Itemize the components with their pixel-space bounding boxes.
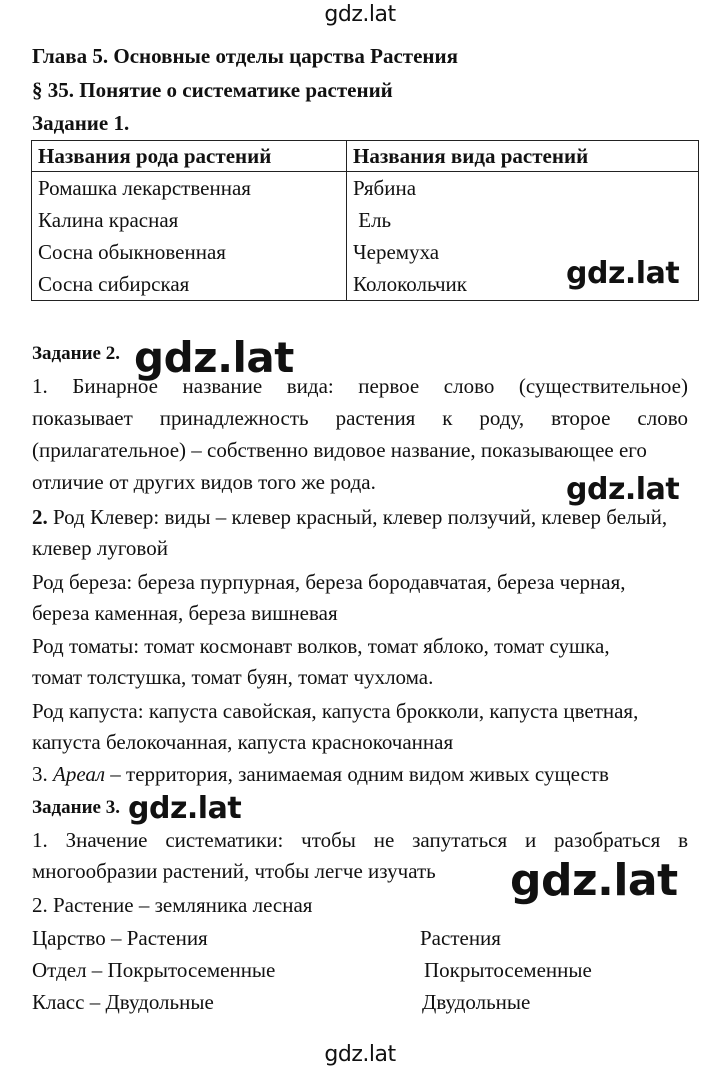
task2-p1-line: (прилагательное) – собственно видовое название, показывающее его [32,438,647,462]
birch-line: береза каменная, береза вишневая [32,601,338,625]
task1-heading: Задание 1. [32,111,130,135]
tomato-line: томат толстушка, томат буян, томат чухлома. [32,665,434,689]
chapter-title: Глава 5. Основные отделы царства Растения [32,44,458,68]
cabbage-line: капуста белокочанная, капуста краснокочанная [32,730,454,754]
task2-p2-line [32,505,667,530]
table-header-row [32,141,699,172]
watermark: gdz.lat [510,855,678,906]
taxon-right: Покрытосеменные [424,958,592,982]
column-header-species: Названия вида растений [347,141,699,172]
task3-p1-line: 1. Значение систематики: чтобы не запутаться и разобраться в [32,828,688,852]
task2-p3-line [32,762,609,787]
task2-p2-text: Род Клевер: виды – клевер красный, клевер ползучий, клевер белый, [47,505,668,529]
watermark: gdz.lat [134,333,294,382]
task2-p3-number: 3. [32,762,53,786]
column-header-genus: Названия рода растений [32,141,347,172]
task2-p2-number: 2. [32,505,48,529]
table-cell: Рябина [347,172,699,205]
watermark-bottom: gdz.lat [324,1042,396,1067]
table-cell: Сосна сибирская [32,268,347,301]
taxon-left: Класс – Двудольные [32,990,214,1014]
table-cell: Калина красная [32,204,347,236]
task2-heading: Задание 2. [32,343,120,364]
table-row [32,204,699,236]
section-title: § 35. Понятие о систематике растений [32,78,393,102]
task3-heading: Задание 3. [32,797,120,818]
task2-p1-line: отличие от других видов того же рода. [32,470,376,494]
watermark: gdz.lat [566,472,680,507]
table-row [32,172,699,205]
taxon-right: Растения [420,926,501,950]
task2-p1-line: показывает принадлежность растения к роду, второе слово [32,406,688,430]
taxon-left: Царство – Растения [32,926,208,950]
table-cell: Колокольчик [347,268,699,301]
table-cell: Черемуха [347,236,699,268]
cabbage-line: Род капуста: капуста савойская, капуста брокколи, капуста цветная, [32,699,639,723]
table-cell: Сосна обыкновенная [32,236,347,268]
taxon-left: Отдел – Покрытосеменные [32,958,276,982]
watermark-top: gdz.lat [324,2,396,27]
watermark: gdz.lat [128,791,242,826]
task2-p1-line: 1. Бинарное название вида: первое слово (существительное) [32,374,688,398]
watermark: gdz.lat [566,256,680,291]
task2-p3-text: – территория, занимаемая одним видом живых существ [105,762,609,786]
task3-p1-line: многообразии растений, чтобы легче изучать [32,859,436,883]
areal-term: Ареал [53,762,106,786]
task3-p2: 2. Растение – земляника лесная [32,893,313,917]
task2-p2-line: клевер луговой [32,536,168,560]
tomato-line: Род томаты: томат космонавт волков, томат яблоко, томат сушка, [32,634,610,658]
table-cell: Ель [347,204,699,236]
taxon-right: Двудольные [422,990,531,1014]
birch-line: Род береза: береза пурпурная, береза бородавчатая, береза черная, [32,570,626,594]
table-cell: Ромашка лекарственная [32,172,347,205]
